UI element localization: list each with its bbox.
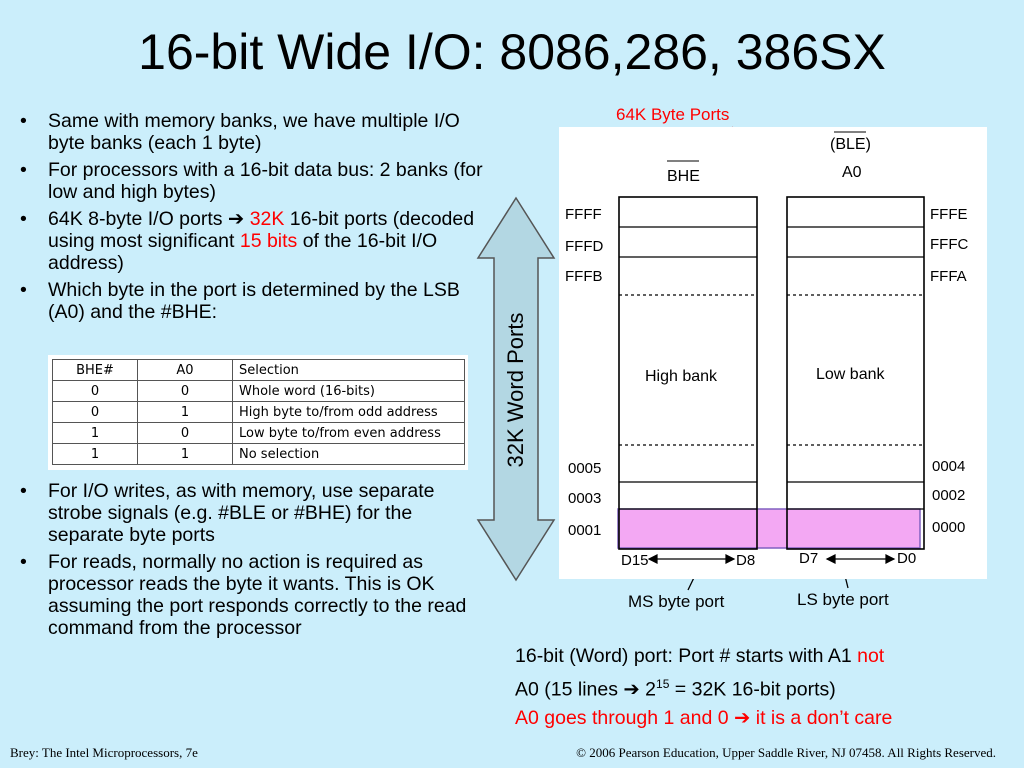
bullet-text: Same with memory banks, we have multiple I/O byte banks (each 1 byte) (48, 110, 460, 154)
addr-label: FFFF (565, 206, 602, 223)
d8-label: D8 (736, 552, 756, 569)
bullet-dot: • (20, 551, 27, 573)
ms-byte-port-label: MS byte port (628, 592, 725, 611)
table-cell: 0 (53, 402, 138, 423)
addr-label: FFFB (565, 268, 603, 285)
note-text: 2 (639, 678, 657, 701)
addr-label: 0004 (932, 458, 966, 475)
table-cell: 0 (53, 381, 138, 402)
word-port-note (515, 642, 892, 732)
addr-label: FFFD (565, 238, 604, 255)
ls-byte-port-label: LS byte port (797, 590, 889, 609)
memory-bank-drawing (559, 127, 987, 579)
table-cell: 1 (138, 444, 233, 465)
right-arrow-icon: ➔ (227, 208, 245, 230)
footer-right: © 2006 Pearson Education, Upper Saddle River, NJ 07458. All Rights Reserved. (576, 745, 996, 760)
note-line-3: A0 goes through 1 and 0 ➔ it is a don’t care (515, 706, 893, 729)
addr-label: FFFE (930, 206, 968, 223)
note-line-1 (515, 642, 892, 670)
table-cell: 1 (53, 444, 138, 465)
note-line-2 (515, 670, 892, 704)
d7-label: D7 (799, 550, 819, 567)
note-text: = 32K 16-bit ports) (669, 678, 836, 701)
addr-label: 0000 (932, 519, 966, 536)
memory-bank-diagram (559, 127, 987, 579)
d15-label: D15 (621, 552, 649, 569)
bullet-text: Which byte in the port is determined by the LSB (A0) and the #BHE: (48, 279, 460, 323)
byte-ports-callout: 64K Byte Ports (616, 105, 730, 124)
table-cell: Whole word (16-bits) (233, 381, 465, 402)
addr-label: 0001 (568, 522, 602, 539)
bullet-text: 64K 8-byte I/O ports (48, 208, 228, 230)
table-header-cell: Selection (233, 360, 465, 381)
bullet-dot: • (20, 480, 27, 502)
slide-title: 16-bit Wide I/O: 8086,286, 386SX (138, 24, 886, 80)
bullet-dot: • (20, 159, 27, 181)
right-arrow-icon: ➔ (623, 678, 640, 701)
bullet-dot: • (20, 208, 27, 230)
table-cell: 0 (138, 423, 233, 444)
highlight-15-bits: 15 bits (239, 230, 298, 252)
bullet-text: 16-bit ports (decoded using most significant (48, 208, 475, 252)
d0-label: D0 (897, 550, 917, 567)
table-header-cell: BHE# (53, 360, 138, 381)
table-header-cell: A0 (138, 360, 233, 381)
bullet-text: For reads, normally no action is required as processor reads the byte it wants. This is OK assuming the port responds correctly to the read command from the processor (48, 551, 467, 639)
addr-label: 0005 (568, 460, 602, 477)
table-cell: High byte to/from odd address (233, 402, 465, 423)
highlight-port-0000 (618, 509, 920, 548)
bullet-text: of the 16-bit I/O address) (48, 230, 438, 274)
addr-label: 0003 (568, 490, 602, 507)
note-text: A0 (15 lines (515, 678, 624, 701)
note-text: 16-bit (Word) port: Port # starts with A1 (515, 645, 858, 667)
high-bank-label: High bank (645, 368, 718, 385)
table-cell: 1 (53, 423, 138, 444)
bus-arrows (649, 555, 894, 563)
table-cell: No selection (233, 444, 465, 465)
exponent: 15 (656, 677, 670, 691)
bullet-dot: • (20, 279, 27, 301)
footer-left: Brey: The Intel Microprocessors, 7e (10, 745, 198, 760)
table-cell: Low byte to/from even address (233, 423, 465, 444)
highlight-32k: 32K (249, 208, 285, 230)
addr-label: 0002 (932, 487, 966, 504)
bullet-text: For I/O writes, as with memory, use separate strobe signals (e.g. #BLE or #BHE) for the separate byte ports (48, 480, 435, 546)
table-cell: 0 (138, 381, 233, 402)
bullet-text: For processors with a 16-bit data bus: 2 banks (for low and high bytes) (48, 159, 483, 203)
addr-label: FFFA (930, 268, 967, 285)
bullet-dot: • (20, 110, 27, 132)
a0-label: A0 (842, 164, 862, 181)
word-ports-label: 32K Word Ports (503, 312, 528, 468)
ble-label: (BLE) (830, 136, 871, 153)
table-cell: 1 (138, 402, 233, 423)
addr-label: FFFC (930, 236, 969, 253)
note-emphasis: not (857, 645, 885, 667)
low-bank-label: Low bank (816, 366, 885, 383)
bhe-label: BHE (667, 168, 700, 185)
